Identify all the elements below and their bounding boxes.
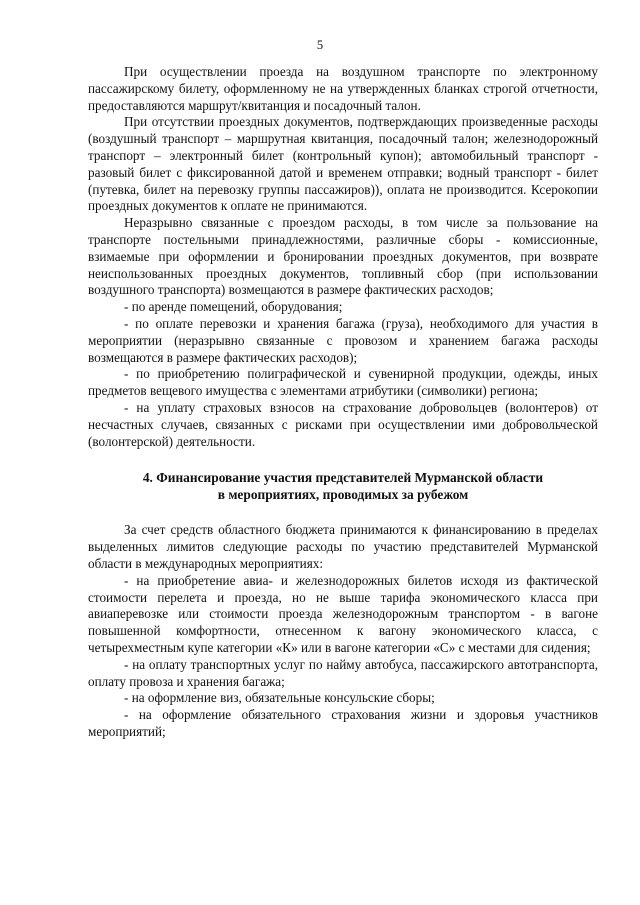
list-item-baggage: - по оплате перевозки и хранения багажа (груза), необходимого для участия в мероприятии (неразрывно связанные с провозом и хранением багажа расходы возмещаются в размере фактических расходов);	[88, 315, 598, 365]
document-body	[88, 64, 598, 741]
section-heading-line-1: 4. Финансирование участия представителей Мурманской области	[142, 470, 544, 486]
list-item-printed-products: - по приобретению полиграфической и сувенирной продукции, одежды, иных предметов вещевого имущества с элементами атрибутики (символики) региона;	[88, 366, 598, 399]
section-heading-line-2: в мероприятиях, проводимых за рубежом	[217, 487, 469, 503]
list-item-visas: - на оформление виз, обязательные консульские сборы;	[124, 690, 435, 706]
paragraph-electronic-ticket: При осуществлении проезда на воздушном транспорте по электронному пассажирскому билету, оформленному не на утвержденных бланках строгой отчетности, предоставляются маршрут/квитанция и посадочный талон.	[88, 64, 598, 113]
paragraph-abroad-financing: За счет средств областного бюджета принимаются к финансированию в пределах выделенных лимитов следующие расходы по участию представителей Мурманской области в международных мероприятиях:	[88, 522, 598, 571]
list-item-volunteer-insurance: - на уплату страховых взносов на страхование добровольцев (волонтеров) от несчастных случаев, связанных с рисками при осуществлении ими добровольческой (волонтерской) деятельности.	[88, 399, 598, 449]
list-item-transport-services: - на оплату транспортных услуг по найму автобуса, пассажирского автотранспорта, оплату провоза и хранения багажа;	[88, 656, 598, 689]
section-heading	[88, 469, 598, 503]
list-item-premises-rent: - по аренде помещений, оборудования;	[124, 299, 343, 315]
list-item-life-insurance: - на оформление обязательного страхования жизни и здоровья участников мероприятий;	[88, 707, 598, 739]
paragraph-related-expenses: Неразрывно связанные с проездом расходы, в том числе за пользование на транспорте постельными принадлежностями, различные сборы - комиссионные, взимаемые при оформлении и бронировании проездных документов, при возврате неиспользованных проездных документов, топливный сбор (при использовании воздушного транспорта) возмещаются в размере фактических расходов;	[88, 215, 598, 298]
page-number: 5	[316, 38, 324, 52]
list-item-tickets: - на приобретение авиа- и железнодорожных билетов исходя из фактической стоимости перелета и проезда, но не выше тарифа экономического класса при авиаперевозке или стоимости проезда железнодорожным транспортом - в вагоне повышенной комфортности, отнесенном к вагону экономического класса, с четырехместным купе категории «К» или в вагоне категории «С» с местами для сидения;	[88, 572, 598, 655]
paragraph-missing-documents: При отсутствии проездных документов, подтверждающих произведенные расходы (воздушный транспорт – маршрутная квитанция, посадочный талон; железнодорожный транспорт – электронный билет (контрольный купон); автомобильный транспорт - разовый билет с фиксированной датой и временем отправки; водный транспорт - билет (путевка, билет на перевозку группы пассажиров)), оплата не производится. Ксерокопии проездных документов к оплате не принимаются.	[88, 114, 598, 214]
